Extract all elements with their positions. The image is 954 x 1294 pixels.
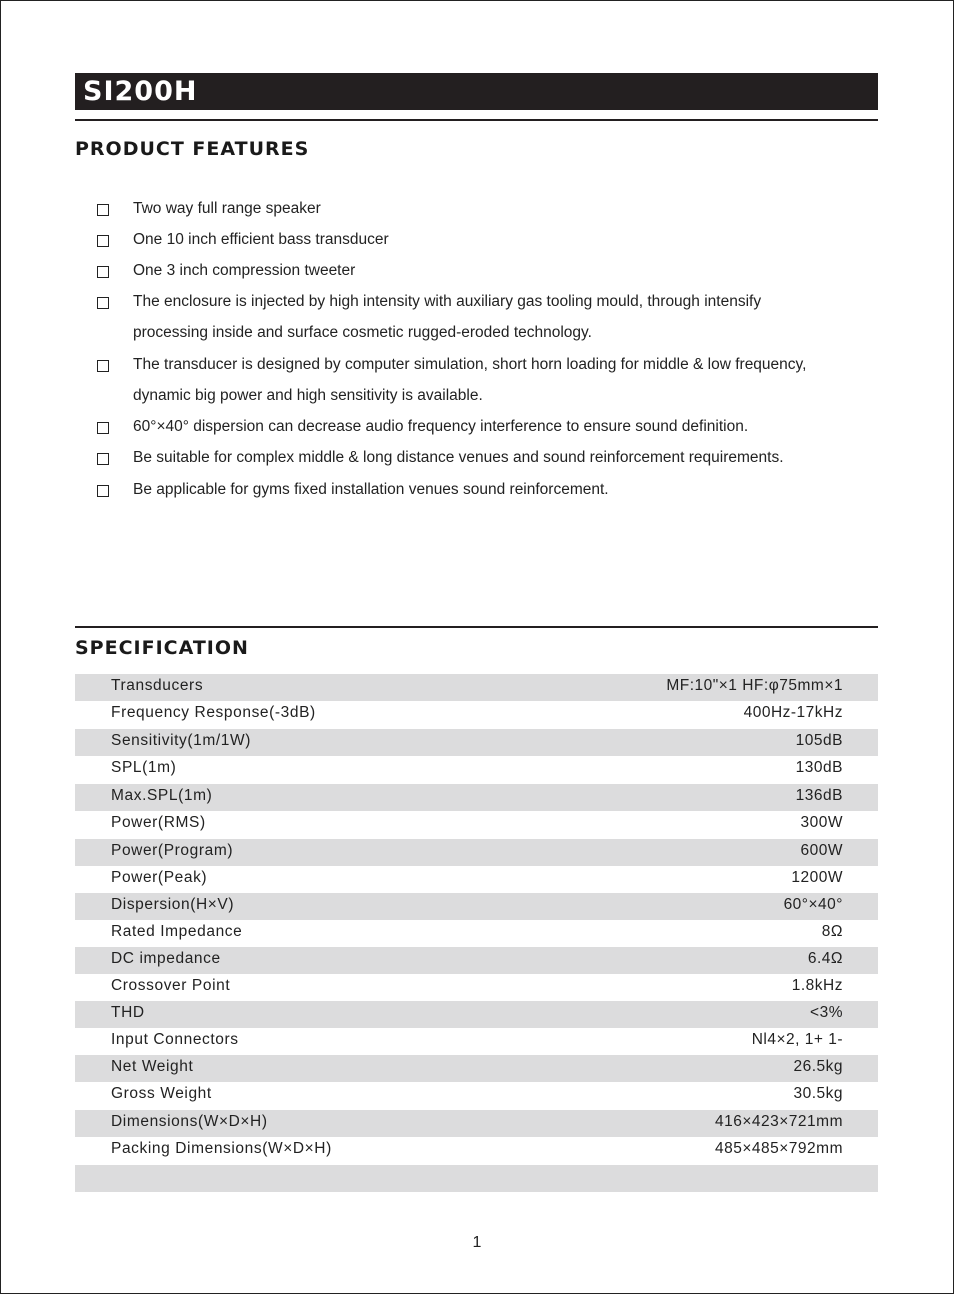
spec-label: Transducers (111, 677, 204, 694)
spec-row (75, 974, 878, 1001)
spec-value: 136dB (795, 787, 843, 804)
spec-label: Rated Impedance (111, 923, 243, 940)
spec-row (75, 756, 878, 783)
spec-label: Input Connectors (111, 1031, 239, 1048)
spec-value: 1.8kHz (791, 977, 843, 994)
spec-row (75, 1028, 878, 1055)
spec-row (75, 701, 878, 728)
spec-value: 400Hz-17kHz (743, 704, 843, 721)
spec-row (75, 1001, 878, 1028)
spec-value: 600W (800, 842, 843, 859)
spec-row (75, 674, 878, 701)
spec-label: Power(Program) (111, 842, 234, 859)
spec-row-empty (75, 1165, 878, 1192)
spec-value: 300W (800, 814, 843, 831)
spec-row (75, 1055, 878, 1082)
spec-value: 105dB (795, 732, 843, 749)
model-title: SI200H (83, 76, 198, 107)
checkbox-icon (97, 422, 109, 434)
spec-value: 26.5kg (793, 1058, 843, 1075)
checkbox-icon (97, 360, 109, 372)
page-number: 1 (472, 1234, 482, 1251)
spec-label: Gross Weight (111, 1085, 212, 1102)
spec-label: Power(RMS) (111, 814, 206, 831)
checkbox-icon (97, 453, 109, 465)
spec-value: 130dB (795, 759, 843, 776)
spec-label: Frequency Response(-3dB) (111, 704, 316, 721)
spec-value: 1200W (791, 869, 843, 886)
checkbox-icon (97, 266, 109, 278)
spec-heading: SPECIFICATION (75, 637, 249, 659)
spec-row (75, 1110, 878, 1137)
spec-row (75, 947, 878, 974)
spec-value: 6.4Ω (807, 950, 843, 967)
spec-label: Crossover Point (111, 977, 231, 994)
spec-label: Dimensions(W×D×H) (111, 1113, 268, 1130)
checkbox-icon (97, 485, 109, 497)
spec-row (75, 920, 878, 947)
spec-row (75, 811, 878, 838)
spec-label: Packing Dimensions(W×D×H) (111, 1140, 332, 1157)
features-heading: PRODUCT FEATURES (75, 138, 310, 160)
spec-row (75, 1082, 878, 1109)
spec-value: MF:10"×1 HF:φ75mm×1 (666, 677, 843, 694)
checkbox-icon (97, 297, 109, 309)
spec-label: Sensitivity(1m/1W) (111, 732, 251, 749)
spec-row (75, 839, 878, 866)
features-divider (75, 119, 878, 121)
spec-value: 8Ω (821, 923, 843, 940)
spec-value: 416×423×721mm (714, 1113, 843, 1130)
spec-row (75, 784, 878, 811)
spec-divider (75, 626, 878, 628)
spec-label: Net Weight (111, 1058, 194, 1075)
checkbox-icon (97, 204, 109, 216)
spec-value: 30.5kg (793, 1085, 843, 1102)
model-title-bar (75, 73, 878, 110)
spec-row (75, 729, 878, 756)
spec-label: DC impedance (111, 950, 221, 967)
spec-value: Nl4×2, 1+ 1- (751, 1031, 843, 1048)
spec-label: THD (111, 1004, 145, 1021)
spec-row (75, 893, 878, 920)
spec-value: 60°×40° (783, 896, 843, 913)
spec-label: Power(Peak) (111, 869, 208, 886)
spec-label: Max.SPL(1m) (111, 787, 213, 804)
spec-value: <3% (810, 1004, 843, 1021)
spec-label: SPL(1m) (111, 759, 177, 776)
spec-row (75, 866, 878, 893)
spec-label: Dispersion(H×V) (111, 896, 235, 913)
spec-value: 485×485×792mm (714, 1140, 843, 1157)
spec-row (75, 1137, 878, 1164)
checkbox-icon (97, 235, 109, 247)
